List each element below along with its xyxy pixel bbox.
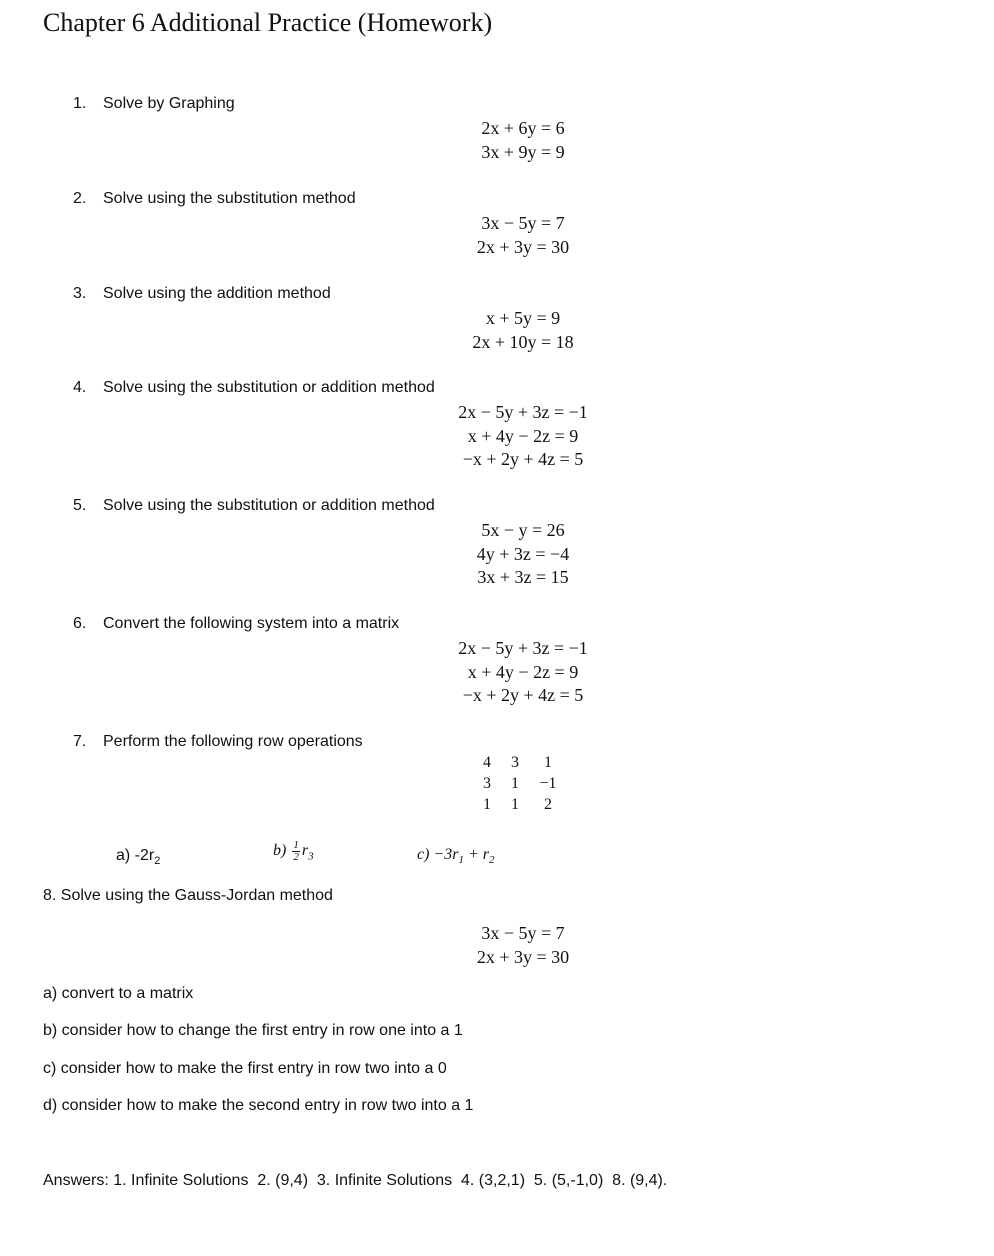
matrix-cell: 1	[511, 796, 519, 813]
equation: 2x − 5y + 3z = −1	[458, 638, 588, 658]
row-op-b-variable: r	[301, 842, 309, 860]
problem-8-instruction: 8. Solve using the Gauss-Jordan method	[43, 887, 333, 904]
row-op-c-subscript: 1	[458, 854, 464, 867]
matrix	[472, 752, 568, 815]
problem-text: Solve using the substitution or addition method	[103, 379, 435, 396]
row-op-c-plus: + r	[463, 846, 489, 863]
problem-3-instruction	[73, 285, 331, 303]
problem-1-equations	[360, 117, 686, 164]
equation: x + 5y = 9	[485, 308, 561, 328]
problem-number: 1.	[73, 95, 87, 112]
problem-1-instruction	[73, 95, 235, 113]
matrix-cell: 1	[483, 796, 491, 813]
row-op-c	[417, 846, 494, 866]
problem-text: Solve by Graphing	[103, 95, 235, 112]
problem-8-equations	[360, 922, 686, 969]
equation: x + 4y − 2z = 9	[467, 661, 579, 682]
problem-8-step-c: c) consider how to make the first entry in row two into a 0	[43, 1060, 447, 1077]
fraction	[292, 840, 300, 863]
equation: 3x + 3z = 15	[477, 567, 569, 587]
equation: 5x − y = 26	[481, 520, 565, 540]
problem-7-instruction	[73, 733, 363, 751]
equation: 2x + 3y = 30	[476, 946, 570, 967]
equation: 2x + 3y = 30	[476, 236, 570, 257]
problem-2-instruction	[73, 190, 356, 208]
problem-8-step-b: b) consider how to change the first entry in row one into a 1	[43, 1022, 463, 1039]
problem-6-equations	[360, 637, 686, 708]
row-op-b	[273, 840, 314, 863]
row-op-c-label: c) −3r	[417, 846, 459, 863]
equation: 4y + 3z = −4	[476, 543, 570, 564]
row-op-b-label: b)	[273, 842, 287, 860]
problem-number: 6.	[73, 615, 87, 632]
row-op-c-subscript: 2	[488, 854, 495, 867]
row-op-a	[116, 847, 160, 867]
matrix-cell: 3	[483, 775, 491, 792]
problem-number: 7.	[73, 733, 87, 750]
equation: 3x − 5y = 7	[481, 213, 565, 233]
problem-5-instruction	[73, 497, 435, 515]
page-title: Chapter 6 Additional Practice (Homework)	[43, 8, 493, 37]
equation: x + 4y − 2z = 9	[467, 425, 579, 446]
equation: −x + 2y + 4z = 5	[462, 449, 584, 469]
problem-text: Solve using the substitution method	[103, 190, 356, 207]
problem-text: Solve using the addition method	[103, 285, 331, 302]
problem-3-equations	[360, 307, 686, 354]
matrix-row	[472, 794, 568, 815]
fraction-denominator: 2	[293, 851, 299, 863]
problem-8-step-d: d) consider how to make the second entry in row two into a 1	[43, 1097, 474, 1114]
problem-number: 4.	[73, 379, 87, 396]
problem-text: Solve using the substitution or addition method	[103, 497, 435, 514]
row-op-b-subscript: 3	[308, 850, 314, 863]
matrix-cell: 1	[544, 754, 552, 771]
matrix-cell: 3	[511, 754, 519, 771]
matrix-cell: 1	[511, 775, 519, 792]
equation: 2x + 6y = 6	[481, 118, 565, 138]
problem-number: 5.	[73, 497, 87, 514]
problem-text: Perform the following row operations	[103, 733, 363, 750]
matrix-cell: −1	[539, 775, 557, 792]
matrix-cell: 2	[544, 796, 552, 813]
problem-8-step-a: a) convert to a matrix	[43, 985, 194, 1002]
problem-4-equations	[360, 401, 686, 472]
matrix-row	[472, 752, 568, 773]
answers: Answers: 1. Infinite Solutions 2. (9,4) 3. Infinite Solutions 4. (3,2,1) 5. (5,-1,0) 8. (9,4).	[43, 1172, 668, 1189]
problem-number: 2.	[73, 190, 87, 207]
problem-6-instruction	[73, 615, 399, 633]
row-op-a-subscript: 2	[154, 855, 161, 868]
problem-number: 3.	[73, 285, 87, 302]
equation: −x + 2y + 4z = 5	[462, 685, 584, 705]
equation: 2x − 5y + 3z = −1	[458, 402, 588, 422]
equation: 3x + 9y = 9	[481, 141, 565, 162]
row-op-a-label: a) -2r	[116, 847, 155, 864]
equation: 3x − 5y = 7	[481, 923, 565, 943]
problem-text: Convert the following system into a matrix	[103, 615, 400, 632]
matrix-row	[472, 773, 568, 794]
problem-2-equations	[360, 212, 686, 259]
matrix-cell: 4	[483, 754, 491, 771]
fraction-numerator: 1	[293, 839, 299, 851]
equation: 2x + 10y = 18	[472, 331, 574, 352]
problem-4-instruction	[73, 379, 435, 397]
problem-5-equations	[360, 519, 686, 590]
